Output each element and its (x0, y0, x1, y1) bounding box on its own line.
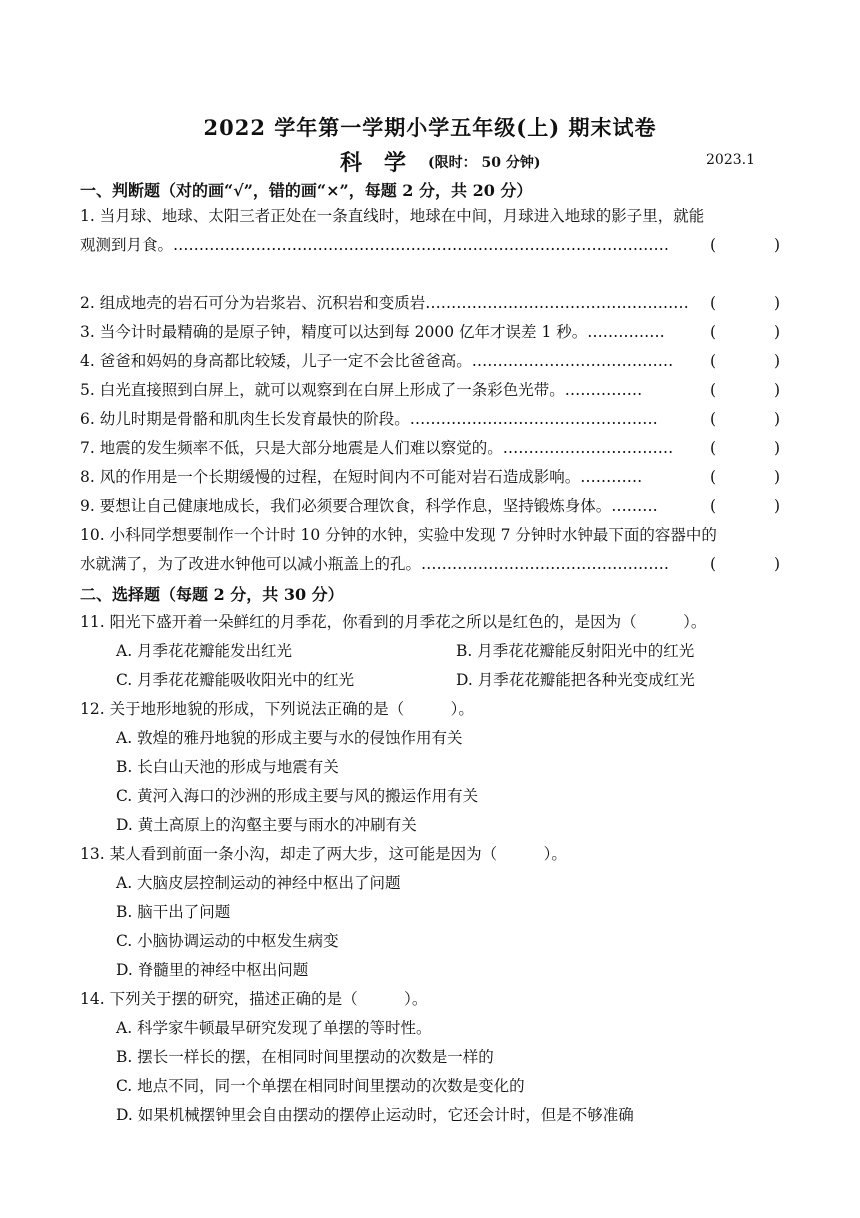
answer-blank[interactable]: ( ) (710, 550, 780, 579)
question-11-stem: 11. 阳光下盛开着一朵鲜红的月季花，你看到的月季花之所以是红色的，是因为（ ）。 (80, 613, 707, 631)
question-1-line-1: 1. 当月球、地球、太阳三者正处在一条直线时，地球在中间，月球进入地球的影子里，就能 (80, 207, 705, 225)
option-b[interactable]: B. 长白山天池的形成与地震有关 (116, 758, 339, 776)
answer-blank[interactable]: ( ) (710, 376, 780, 405)
question-4-text: 4. 爸爸和妈妈的身高都比较矮，儿子一定不会比爸爸高。………………………………… (80, 352, 674, 370)
answer-blank[interactable]: ( ) (710, 347, 780, 376)
subject-row (0, 146, 860, 176)
option-d[interactable]: D. 月季花花瓣能把各种光变成红光 (456, 671, 695, 689)
answer-blank[interactable]: ( ) (710, 318, 780, 347)
answer-blank[interactable]: ( ) (710, 492, 780, 521)
question-5 (80, 376, 780, 405)
question-10-text: 水就满了，为了改进水钟他可以减小瓶盖上的孔。………………………………………… (80, 555, 670, 573)
question-2 (80, 289, 780, 318)
question-14-options (116, 1014, 634, 1130)
answer-blank[interactable]: ( ) (710, 231, 780, 260)
exam-date: 2023.1 (706, 152, 755, 168)
answer-blank[interactable]: ( ) (710, 405, 780, 434)
question-11 (80, 608, 780, 637)
question-13-stem: 13. 某人看到前面一条小沟，却走了两大步，这可能是因为（ ）。 (80, 845, 567, 863)
option-c[interactable]: C. 黄河入海口的沙洲的形成主要与风的搬运作用有关 (116, 787, 479, 805)
option-d[interactable]: D. 脊髓里的神经中枢出问题 (116, 961, 309, 979)
question-9-text: 9. 要想让自己健康地成长，我们必须要合理饮食，科学作息，坚持锻炼身体。……… (80, 497, 658, 515)
answer-blank[interactable]: ( ) (710, 289, 780, 318)
question-7 (80, 434, 780, 463)
option-a[interactable]: A. 大脑皮层控制运动的神经中枢出了问题 (116, 874, 401, 892)
option-b[interactable]: B. 月季花花瓣能反射阳光中的红光 (456, 642, 695, 660)
option-a[interactable]: A. 敦煌的雅丹地貌的形成主要与水的侵蚀作用有关 (116, 729, 463, 747)
question-2-text: 2. 组成地壳的岩石可分为岩浆岩、沉积岩和变质岩…………………………………………… (80, 294, 689, 312)
answer-blank[interactable]: ( ) (710, 463, 780, 492)
option-a[interactable]: A. 月季花花瓣能发出红光 (116, 642, 293, 660)
question-1-text: 观测到月食。…………………………………………………………………………………… (80, 236, 670, 254)
option-c[interactable]: C. 地点不同，同一个单摆在相同时间里摆动的次数是变化的 (116, 1077, 525, 1095)
question-11-options (116, 637, 756, 695)
question-5-text: 5. 白光直接照到白屏上，就可以观察到在白屏上形成了一条彩色光带。…………… (80, 381, 643, 399)
section-2-heading: 二、选择题（每题 2 分，共 30 分） (80, 585, 344, 604)
option-d[interactable]: D. 如果机械摆钟里会自由摆动的摆停止运动时，它还会计时，但是不够准确 (116, 1106, 634, 1124)
question-14-stem: 14. 下列关于摆的研究，描述正确的是（ ）。 (80, 990, 428, 1008)
question-6-text: 6. 幼儿时期是骨骼和肌肉生长发育最快的阶段。………………………………………… (80, 410, 658, 428)
question-12-stem: 12. 关于地形地貌的形成，下列说法正确的是（ ）。 (80, 700, 474, 718)
answer-blank[interactable]: ( ) (710, 434, 780, 463)
question-12 (80, 695, 780, 724)
question-12-options (116, 724, 478, 840)
question-9 (80, 492, 780, 521)
question-1 (80, 202, 780, 260)
question-3-text: 3. 当今计时最精确的是原子钟，精度可以达到每 2000 亿年才误差 1 秒。…………… (80, 323, 665, 341)
option-b[interactable]: B. 摆长一样长的摆，在相同时间里摆动的次数是一样的 (116, 1048, 494, 1066)
question-4 (80, 347, 780, 376)
question-3 (80, 318, 780, 347)
time-limit: (限时： 50 分钟) (428, 155, 541, 171)
option-a[interactable]: A. 科学家牛顿最早研究发现了单摆的等时性。 (116, 1019, 432, 1037)
question-1-line-2 (80, 231, 780, 260)
question-7-text: 7. 地震的发生频率不低，只是大部分地震是人们难以察觉的。…………………………… (80, 439, 674, 457)
question-8-text: 8. 风的作用是一个长期缓慢的过程，在短时间内不可能对岩石造成影响。………… (80, 468, 643, 486)
question-8 (80, 463, 780, 492)
question-10 (80, 521, 780, 579)
question-6 (80, 405, 780, 434)
question-14 (80, 985, 780, 1014)
option-c[interactable]: C. 小脑协调运动的中枢发生病变 (116, 932, 339, 950)
option-d[interactable]: D. 黄土高原上的沟壑主要与雨水的冲刷有关 (116, 816, 417, 834)
subject-label: 科学 (340, 150, 429, 176)
question-13 (80, 840, 780, 869)
question-13-options (116, 869, 401, 985)
question-10-line-1: 10. 小科同学想要制作一个计时 10 分钟的水钟，实验中发现 7 分钟时水钟最下面的容器中的 (80, 526, 717, 544)
section-1-heading: 一、判断题（对的画“√”，错的画“×”，每题 2 分，共 20 分） (80, 181, 533, 200)
page-title: 2022 学年第一学期小学五年级(上) 期末试卷 (203, 115, 657, 140)
option-c[interactable]: C. 月季花花瓣能吸收阳光中的红光 (116, 671, 355, 689)
option-b[interactable]: B. 脑干出了问题 (116, 903, 231, 921)
